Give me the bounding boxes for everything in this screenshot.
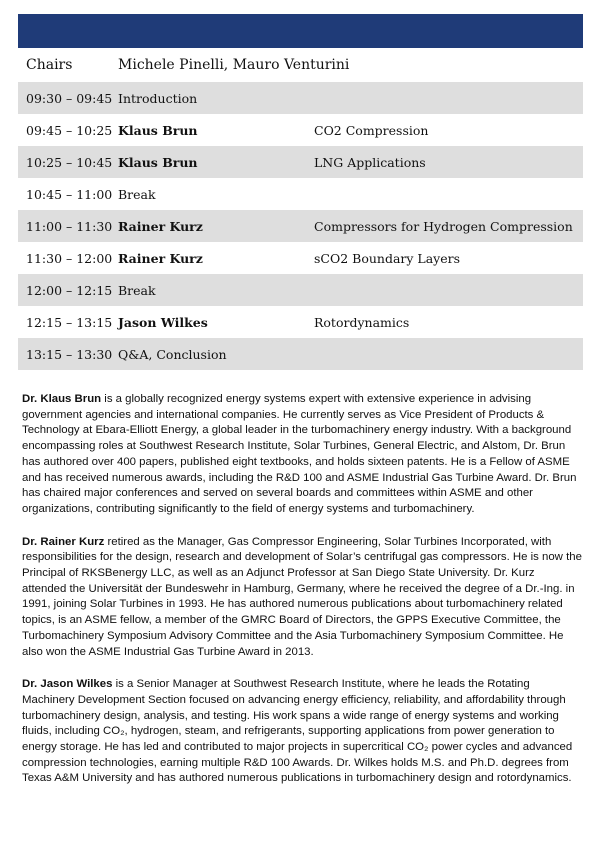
table-row xyxy=(18,146,583,178)
time-cell: 12:00 – 12:15 xyxy=(26,282,113,298)
speaker-cell: Break xyxy=(118,186,156,202)
speaker-cell: Q&A, Conclusion xyxy=(118,346,227,362)
topic-cell: Rotordynamics xyxy=(314,314,410,330)
topic-cell: CO2 Compression xyxy=(314,122,429,138)
chairs-row xyxy=(18,48,583,82)
speaker-cell: Klaus Brun xyxy=(118,122,198,138)
speaker-cell: Jason Wilkes xyxy=(118,314,208,330)
topic-cell: sCO2 Boundary Layers xyxy=(314,250,461,266)
table-row xyxy=(18,274,583,306)
topic-cell: LNG Applications xyxy=(314,154,426,170)
bio-name: Dr. Jason Wilkes xyxy=(22,678,113,691)
speaker-cell: Rainer Kurz xyxy=(118,218,203,234)
schedule-table xyxy=(18,48,583,370)
bio-text: is a globally recognized energy systems expert with extensive experience in advising government agencies and international companies. He currently serves as Vice President of Products & Technology at Ebara-Elliott Energy, a global leader in the turbomachinery energy industry. With a background encompassing roles at Southwest Research Institute, Solar Turbines, General Electric, and Alstom, Dr. Brun has authored over 400 papers, published eight textbooks, and holds sixteen patents. He is a Fellow of ASME and has received numerous awards, including the R&D 100 and ASME Industrial Gas Turbine Award. Dr. Brun has chaired major conferences and served on several boards and committees within ASME and other organizations, contributing significantly to the field of energy systems and turbomachinery. xyxy=(22,393,577,515)
bio-text: is a Senior Manager at Southwest Research Institute, where he leads the Rotating Machinery Development Section focused on advancing energy efficiency, reliability, and affordability through turbomachinery design, analysis, and testing. His work spans a wide range of energy systems and working fluids, including CO₂, hydrogen, steam, and refrigerants, supporting applications from power generation to energy storage. He has led and contributed to major projects in supercritical CO₂ power cycles and advanced compression technologies, earning multiple R&D 100 Awards. Dr. Wilkes holds M.S. and Ph.D. degrees from Texas A&M University and has authored numerous publications in turbomachinery design and rotordynamics. xyxy=(22,678,573,785)
bio-klaus-brun xyxy=(22,392,582,518)
time-cell: 09:30 – 09:45 xyxy=(26,90,113,106)
bio-name: Dr. Klaus Brun xyxy=(22,393,102,405)
table-row xyxy=(18,178,583,210)
chairs-names: Michele Pinelli, Mauro Venturini xyxy=(118,57,350,73)
chairs-label: Chairs xyxy=(26,57,73,73)
speaker-cell: Break xyxy=(118,282,156,298)
table-row xyxy=(18,210,583,242)
table-row xyxy=(18,82,583,114)
speaker-cell: Rainer Kurz xyxy=(118,250,203,266)
time-cell: 10:45 – 11:00 xyxy=(26,186,113,202)
speaker-bios xyxy=(22,392,582,804)
bio-text: retired as the Manager, Gas Compressor Engineering, Solar Turbines Incorporated, with responsibilities for the design, research and development of Solar’s centrifugal gas compressors. He is now the Principal of RKSBenergy LLC, as well as an Adjunct Professor at San Diego State University. Dr. Kurz attended the Universität der Bundeswehr in Hamburg, Germany, where he received the degree of a Dr.-Ing. in 1991, joining Solar Turbines in 1993. He has authored numerous publications about turbomachinery related topics, is an ASME fellow, a member of the GMRC Board of Directors, the GPPS Executive Committee, the Turbomachinery Symposium Advisory Committee and the Asia Turbomachinery Symposium Committee. He also won the ASME Industrial Gas Turbine Award in 2013. xyxy=(22,535,582,658)
table-row xyxy=(18,114,583,146)
topic-cell: Compressors for Hydrogen Compression xyxy=(314,218,573,234)
speaker-cell: Introduction xyxy=(118,90,198,106)
table-row xyxy=(18,306,583,338)
bio-rainer-kurz xyxy=(22,535,582,661)
time-cell: 10:25 – 10:45 xyxy=(26,154,113,170)
time-cell: 13:15 – 13:30 xyxy=(26,346,113,362)
header-bar xyxy=(18,14,583,48)
table-row xyxy=(18,242,583,274)
bio-name: Dr. Rainer Kurz xyxy=(22,535,105,548)
time-cell: 11:00 – 11:30 xyxy=(26,218,113,234)
time-cell: 12:15 – 13:15 xyxy=(26,314,113,330)
time-cell: 09:45 – 10:25 xyxy=(26,122,113,138)
time-cell: 11:30 – 12:00 xyxy=(26,250,113,266)
speaker-cell: Klaus Brun xyxy=(118,154,198,170)
bio-jason-wilkes xyxy=(22,677,582,787)
table-row xyxy=(18,338,583,370)
